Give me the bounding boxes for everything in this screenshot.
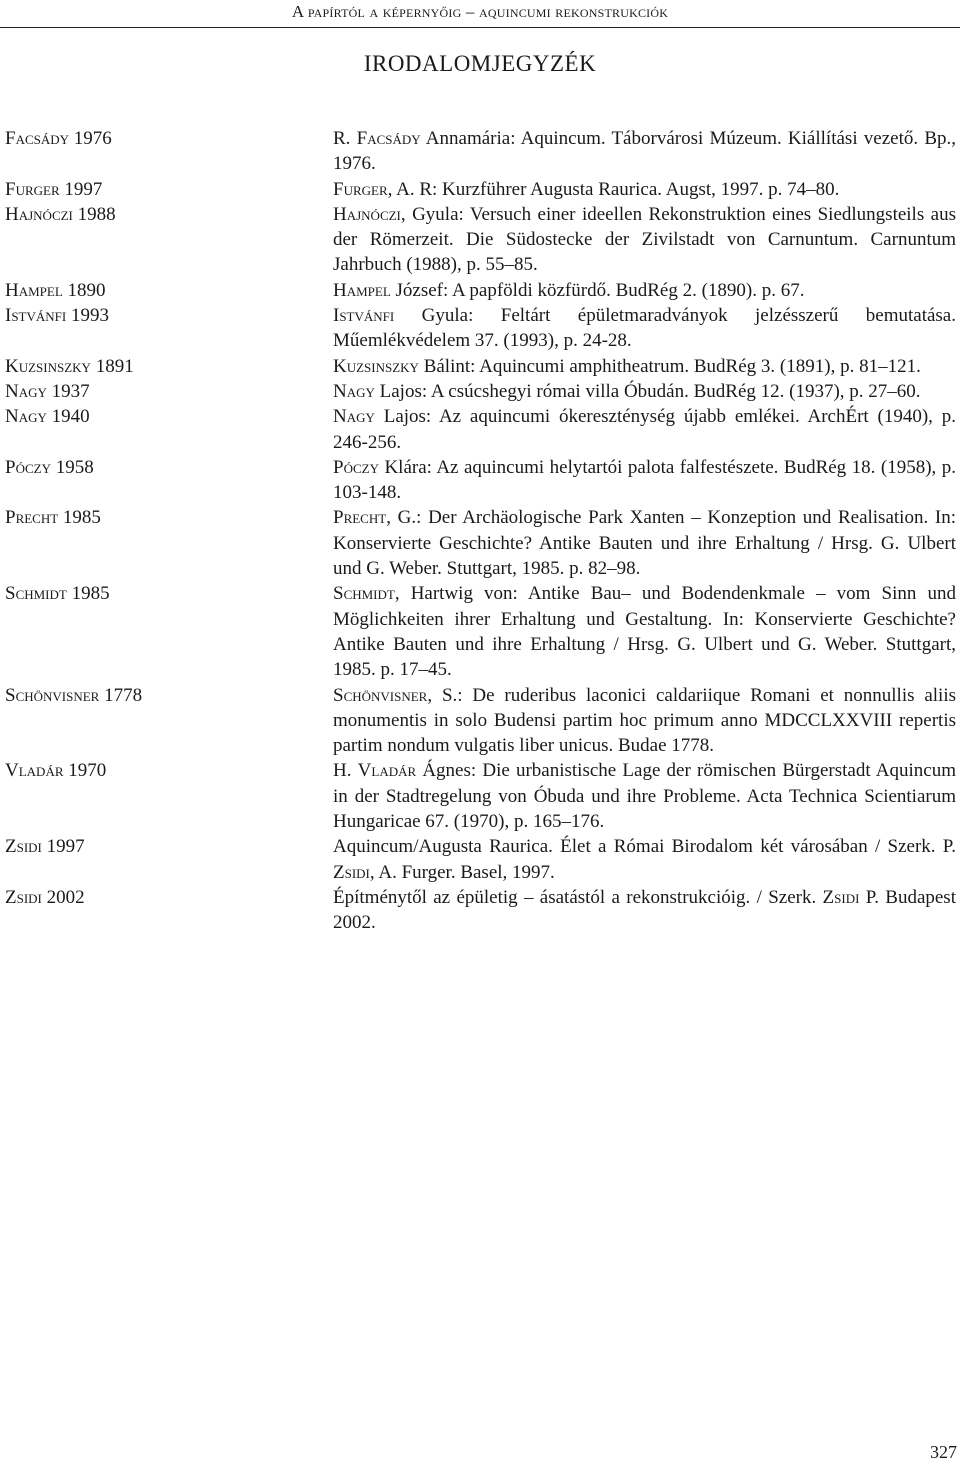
bib-text — [333, 354, 956, 379]
bib-entry — [5, 177, 959, 202]
bib-author: Vladár — [357, 760, 417, 782]
bib-entry — [5, 758, 959, 834]
bib-author: Kuzsinszky — [333, 355, 419, 377]
bib-text — [333, 581, 956, 682]
bib-key: Nagy 1940 — [5, 406, 90, 428]
bib-entry — [5, 834, 959, 885]
bib-prefix: R. — [333, 128, 357, 149]
bib-text — [333, 202, 956, 278]
bib-text — [333, 126, 956, 177]
bib-rest: Gyula: Feltárt épületmaradványok jelzésszerű bemutatása. Műemlékvédelem 37. (1993), p. 24-28. — [333, 305, 956, 352]
bib-rest: Ágnes: Die urbanistische Lage der römischen Bürgerstadt Aquincum in der Stadtregelung von Óbuda und ihre Probleme. Acta Technica Scientiarum Hungaricae 67. (1970), p. 165–176. — [333, 760, 956, 833]
section-title: IRODALOMJEGYZÉK — [363, 51, 597, 76]
bib-text — [333, 177, 956, 202]
bib-text — [333, 505, 956, 581]
bib-rest: , A. R: Kurzführer Augusta Raurica. Augst, 1997. p. 74–80. — [387, 178, 840, 200]
bib-key: Zsidi 2002 — [5, 886, 85, 908]
bib-entry — [5, 683, 959, 759]
bib-text — [333, 379, 956, 404]
bib-prefix: Építménytől az épületig – ásatástól a rekonstrukcióig. / Szerk. — [333, 886, 823, 908]
bib-author: Istvánfi — [333, 305, 395, 327]
bib-text — [333, 455, 956, 506]
bib-rest: Klára: Az aquincumi helytartói palota falfestészete. BudRég 18. (1958), p. 103-148. — [333, 456, 956, 504]
bib-author: Zsidi — [822, 886, 860, 908]
bib-entry — [5, 278, 959, 303]
bib-author: Precht — [333, 507, 387, 529]
bib-key: Istvánfi 1993 — [5, 305, 109, 327]
bib-author: Hajnóczi — [333, 203, 401, 225]
page-number: 327 — [930, 1442, 957, 1462]
bib-entry — [5, 404, 959, 455]
bib-entry — [5, 885, 959, 936]
bib-rest: Lajos: A csúcshegyi római villa Óbudán. BudRég 12. (1937), p. 27–60. — [374, 380, 921, 402]
bib-key: Nagy 1937 — [5, 380, 90, 402]
bib-author: Schmidt — [333, 583, 395, 605]
bib-author: Nagy — [333, 406, 375, 428]
bib-author: Nagy — [333, 380, 375, 402]
bib-rest: , S.: De ruderibus laconici caldariique Romani et nonnullis aliis monumentis in solo Budensi partim hoc primum anno MDCCLXXVIII repertis partim nondum vulgatis liber unicus. Budae 1778. — [333, 684, 956, 757]
bib-text — [333, 683, 956, 759]
bib-rest: , Hartwig von: Antike Bau– und Bodendenkmale – vom Sinn und Möglichkeiten ihrer Erhaltung und Gestaltung. In: Konservierte Geschichte? Antike Bauten und ihre Erhaltung / Hrsg. G. Ulbert und G. Weber. Stuttgart, 1985. p. 17–45. — [333, 583, 956, 681]
bib-author: Furger — [333, 178, 388, 200]
bib-key: Vladár 1970 — [5, 760, 107, 782]
bib-author: Facsády — [356, 128, 421, 149]
bib-key: Hajnóczi 1988 — [5, 203, 116, 225]
bib-rest: , A. Furger. Basel, 1997. — [369, 861, 555, 883]
bib-key: Schönvisner 1778 — [5, 684, 143, 706]
bib-key: Schmidt 1985 — [5, 583, 110, 605]
bib-rest: , Gyula: Versuch einer ideellen Rekonstruktion eines Siedlungsteils aus der Römerzeit. Die Südostecke der Zivilstadt von Carnuntum. Carnuntum Jahrbuch (1988), p. 55–85. — [333, 203, 956, 276]
bib-rest: Bálint: Aquincumi amphitheatrum. BudRég 3. (1891), p. 81–121. — [418, 355, 921, 377]
bib-key: Póczy 1958 — [5, 456, 94, 478]
bib-text — [333, 758, 956, 834]
bib-text — [333, 278, 956, 303]
bib-key: Hampel 1890 — [5, 279, 106, 301]
bib-rest: József: A papföldi közfürdő. BudRég 2. (1890). p. 67. — [390, 279, 805, 301]
bib-prefix: Aquincum/Augusta Raurica. Élet a Római Birodalom két városában / Szerk. P. — [333, 836, 956, 858]
bib-key: Kuzsinszky 1891 — [5, 355, 134, 377]
bib-key: Zsidi 1997 — [5, 836, 85, 858]
bib-entry — [5, 581, 959, 682]
bib-entry — [5, 126, 959, 177]
bib-rest: Annamária: Aquincum. Táborvárosi Múzeum. Kiállítási vezető. Bp., 1976. — [333, 128, 956, 175]
bib-entry — [5, 455, 959, 506]
bib-key: Precht 1985 — [5, 507, 101, 529]
bibliography-list — [5, 126, 959, 936]
bib-text — [333, 404, 956, 455]
bib-entry — [5, 379, 959, 404]
bib-entry — [5, 303, 959, 354]
running-header: A papírtól a képernyőig – aquincumi rekonstrukciók — [0, 0, 960, 28]
bib-author: Hampel — [333, 279, 391, 301]
bib-rest: P. Budapest 2002. — [333, 886, 956, 934]
bib-key: Facsády 1976 — [5, 128, 112, 149]
bib-key: Furger 1997 — [5, 178, 103, 200]
bib-entry — [5, 505, 959, 581]
bib-rest: Lajos: Az aquincumi ókereszténység újabb emlékei. ArchÉrt (1940), p. 246-256. — [333, 406, 956, 453]
bib-rest: , G.: Der Archäologische Park Xanten – Konzeption und Realisation. In: Konservierte Geschichte? Antike Bauten und ihre Erhaltung / Hrsg. G. Ulbert und G. Weber. Stuttgart, 1985. p. 82–98. — [333, 507, 956, 580]
bib-author: Póczy — [333, 456, 379, 478]
bib-entry — [5, 354, 959, 379]
bib-text — [333, 303, 956, 354]
bib-entry — [5, 202, 959, 278]
bib-prefix: H. — [333, 760, 358, 782]
bib-text — [333, 834, 956, 885]
bib-text — [333, 885, 956, 936]
bib-author: Zsidi — [333, 861, 370, 883]
bib-author: Schönvisner — [333, 684, 428, 706]
